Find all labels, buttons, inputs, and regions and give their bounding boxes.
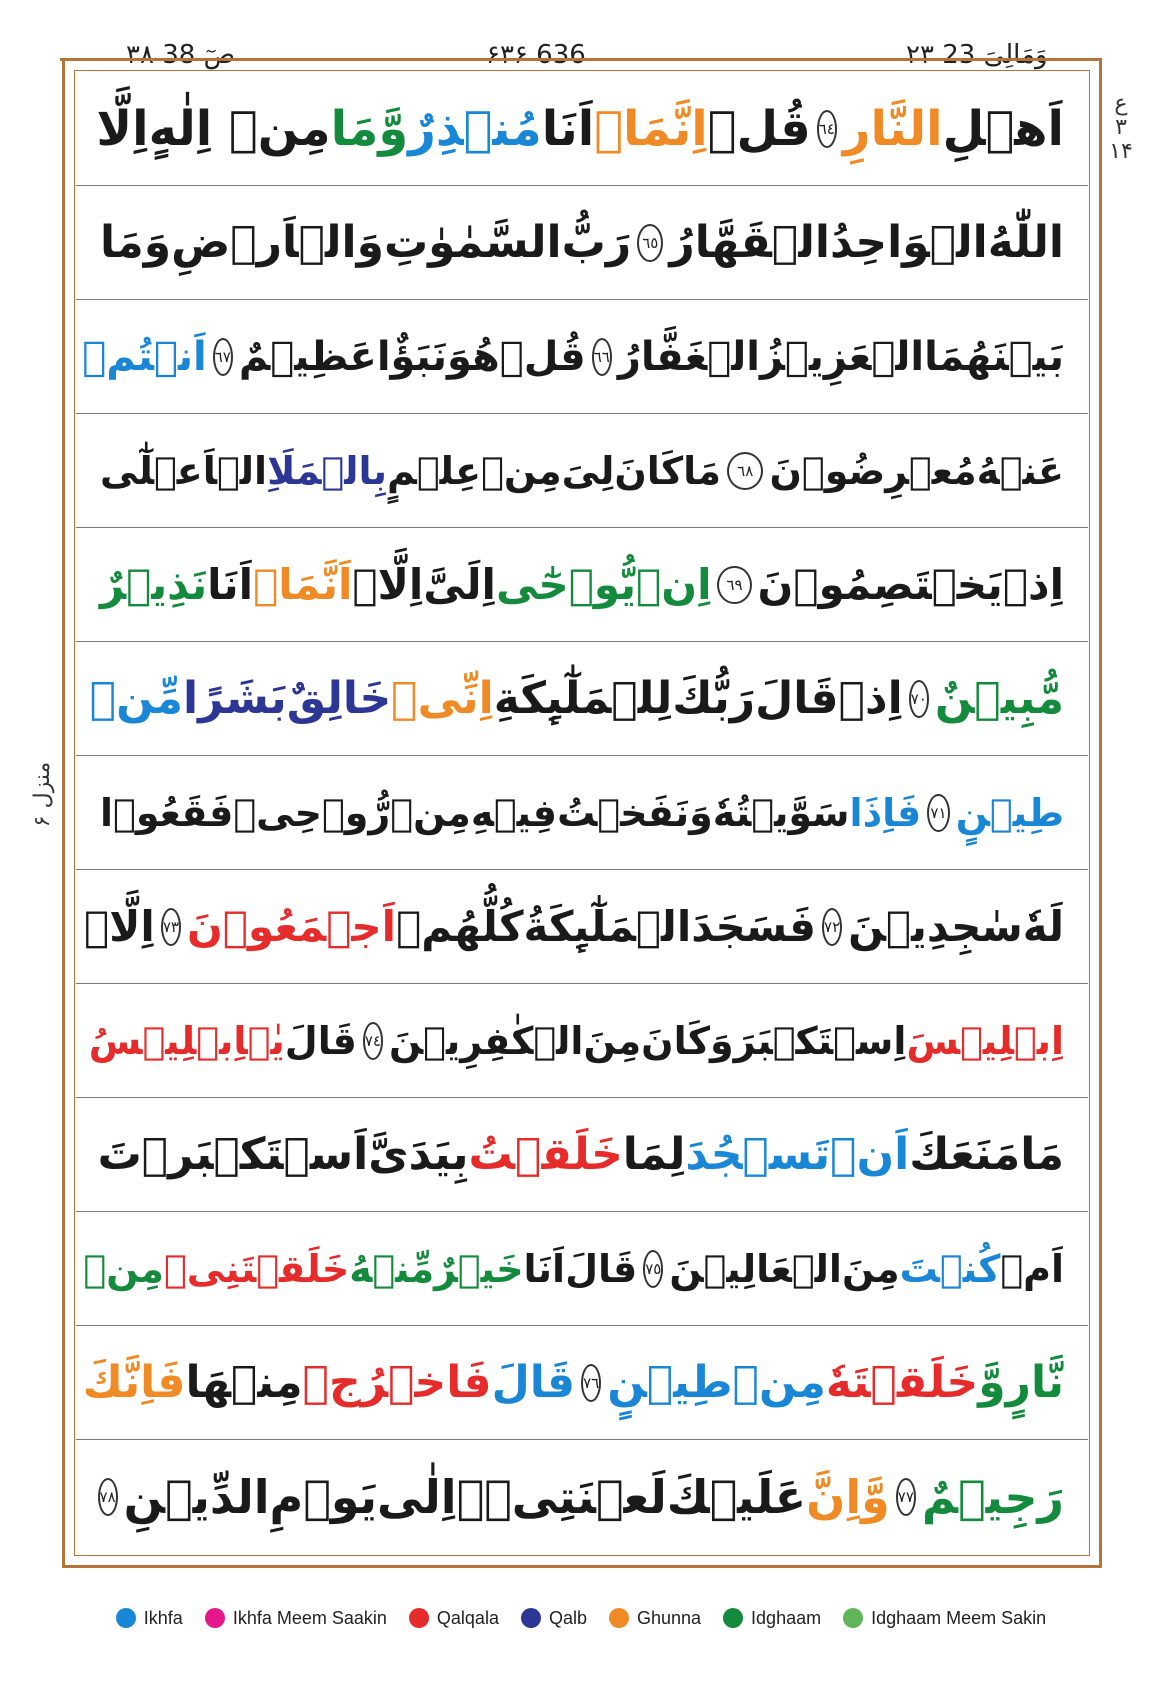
text-line xyxy=(76,414,1088,528)
word-idghaam: يُّوۡحٰٓى xyxy=(495,560,637,609)
word: اَمۡ xyxy=(1000,1246,1064,1291)
word: مِنۡ xyxy=(481,448,562,493)
legend-dot-icon xyxy=(609,1608,629,1628)
legend-dot-icon xyxy=(521,1608,541,1628)
word-idghaam: نَذِيۡرٌ xyxy=(100,560,208,609)
word: اَنَا xyxy=(523,1246,566,1291)
legend-item xyxy=(409,1608,499,1629)
legend-label: Ghunna xyxy=(636,1607,702,1628)
legend-label: Ikhfa xyxy=(143,1607,183,1628)
ayah-number-marker: ٧٦ xyxy=(581,1364,601,1402)
word: لَهٗ xyxy=(1022,902,1064,951)
quran-text-block xyxy=(76,72,1088,1554)
word: قُلۡ xyxy=(499,333,586,380)
legend-dot-icon xyxy=(205,1608,225,1628)
word-qalqala: فَاخۡرُجۡ xyxy=(302,1357,492,1408)
legend-label: Qalb xyxy=(548,1607,587,1628)
word: اَسۡتَكۡبَرۡتَ xyxy=(97,1129,369,1180)
word: بَيۡنَهُمَا xyxy=(924,333,1064,380)
word: اِلٰى xyxy=(376,1470,457,1524)
word-ghunna: اِنِّىۡ xyxy=(391,673,494,724)
word: الۡقَهَّارُ xyxy=(669,217,830,268)
legend-item xyxy=(723,1608,821,1629)
word: عِلۡمٍ xyxy=(387,448,482,493)
word-ikhfa: تَسۡجُدَ xyxy=(685,1129,831,1180)
text-line xyxy=(76,1098,1088,1212)
word: يَوۡمِ xyxy=(269,1470,377,1524)
word: رُّوۡحِىۡ xyxy=(233,790,391,835)
word: اِذۡ xyxy=(1002,560,1064,609)
word-qalqala: خَلَقۡتُ xyxy=(468,1129,623,1180)
word: قَالَ xyxy=(755,673,839,724)
word: عَلَيۡكَ xyxy=(666,1470,807,1524)
ayah-number-marker: ٦٧ xyxy=(213,338,233,376)
legend-item xyxy=(843,1608,1046,1629)
word: الۡاَعۡلٰٓى xyxy=(100,448,268,493)
text-line xyxy=(76,186,1088,300)
word: وَكَانَ xyxy=(641,1018,734,1063)
ayah-number-marker: ٧٧ xyxy=(896,1478,916,1516)
word: اِذۡ xyxy=(838,673,903,724)
word: كُلُّهُمۡ xyxy=(396,902,524,951)
legend-label: Idghaam xyxy=(751,1607,822,1628)
text-line xyxy=(76,642,1088,756)
ayah-number-marker: ٧٠ xyxy=(909,680,929,718)
word-ghunna: اَنَّمَاۤ xyxy=(253,560,353,609)
word: هُوَ xyxy=(446,333,500,380)
word: اَنَا xyxy=(207,560,254,609)
surah-number-left: 38 xyxy=(162,40,196,70)
ayah-number-marker: ٧٤ xyxy=(363,1022,383,1060)
legend-label: Idghaam Meem Sakin xyxy=(871,1607,1047,1628)
word: قَالَ xyxy=(565,1246,638,1291)
word: رَبُّكَ xyxy=(672,673,756,724)
word-qalb: بِالۡمَلَاِ xyxy=(267,448,388,493)
word-ikhfa: كُنۡتَ xyxy=(899,1246,1001,1291)
ayah-number-marker: ٦٤ xyxy=(817,110,837,148)
word: اَنَا xyxy=(541,100,595,157)
legend-dot-icon xyxy=(116,1608,136,1628)
text-line xyxy=(76,528,1088,642)
ayah-number-marker: ٦٨ xyxy=(727,452,764,490)
word: اِلَّاۤ xyxy=(83,902,155,951)
word: لَعۡنَتِىۡۤ xyxy=(456,1470,667,1524)
para-left: ۳۸ xyxy=(126,40,154,70)
word: اِسۡتَكۡبَرَ xyxy=(733,1018,907,1063)
word-qalqala: يٰۤاِبۡلِيۡسُ xyxy=(88,1018,285,1063)
word: اِلَّاۤ xyxy=(352,560,424,609)
legend-dot-icon xyxy=(723,1608,743,1628)
word-ghunna: النَّارِ xyxy=(842,100,943,157)
word: مِنۡ اِلٰهٍ xyxy=(148,100,331,157)
word: الۡمَلٰٓٮِٕكَةُ xyxy=(523,902,692,951)
word: وَنَفَخۡتُ xyxy=(557,790,713,835)
word: سٰجِدِيۡنَ xyxy=(848,902,1023,951)
text-line xyxy=(76,1212,1088,1326)
page-number: 636 xyxy=(536,40,586,70)
word: الۡغَفَّارُ xyxy=(617,333,760,380)
word-idghaam: مِنۡ xyxy=(83,1246,164,1291)
word: سَوَّيۡتُهٗ xyxy=(712,790,850,835)
word: لِىَ xyxy=(561,448,615,493)
legend-label: Qalqala xyxy=(436,1607,499,1628)
tajweed-legend xyxy=(0,1598,1162,1638)
ayah-number-marker: ٧٣ xyxy=(161,908,181,946)
legend-label: Ikhfa Meem Saakin xyxy=(232,1607,387,1628)
word: الۡوَاحِدُ xyxy=(829,217,988,268)
word-ghunna: اِنَّمَاۤ xyxy=(594,100,708,157)
ayah-number-marker: ٧٢ xyxy=(822,908,842,946)
word: الۡعَالِيۡنَ xyxy=(669,1246,842,1291)
word-ghunna: وَّاِنَّ xyxy=(806,1470,890,1524)
word: اِلَّا xyxy=(96,100,149,157)
manzil-marker xyxy=(16,760,76,830)
para-right-name: وَمَالِیَ xyxy=(983,40,1048,70)
word-ikhfa: مِنۡ xyxy=(732,1357,826,1408)
word: مُعۡرِضُوۡنَ xyxy=(769,448,977,493)
ayah-number-marker: ٦٥ xyxy=(637,224,663,262)
word: الۡكٰفِرِيۡنَ xyxy=(388,1018,584,1063)
surah-left: صٓ xyxy=(203,40,235,70)
word: كَانَ xyxy=(614,448,684,493)
word: فَسَجَدَ xyxy=(691,902,817,951)
word-idghaam: نَّارٍ xyxy=(1005,1357,1064,1408)
text-line xyxy=(76,984,1088,1098)
ayah-number-marker: ٦٦ xyxy=(592,338,612,376)
word: اِلَىَّ xyxy=(423,560,496,609)
word: فَقَعُوۡا xyxy=(100,790,234,835)
text-line xyxy=(76,72,1088,186)
text-line xyxy=(76,1440,1088,1554)
word: اَهۡلِ xyxy=(942,100,1064,157)
word-idghaam: اِنۡ xyxy=(636,560,712,609)
page-arabic: ۶۳۶ xyxy=(486,40,528,70)
legend-item xyxy=(116,1608,183,1629)
word: مِنَ xyxy=(583,1018,642,1063)
word-qalb: بَشَرًا xyxy=(183,673,287,724)
text-line xyxy=(76,1326,1088,1440)
word-idghaam: مُّبِيۡنٌ xyxy=(934,673,1064,724)
word: مَا xyxy=(683,448,721,493)
text-line xyxy=(76,756,1088,870)
legend-item xyxy=(521,1608,587,1629)
ayah-number-marker: ٧٨ xyxy=(98,1478,118,1516)
word: وَالۡاَرۡضِ xyxy=(171,217,384,268)
word-idghaam: مِّنۡهُ xyxy=(349,1246,435,1291)
legend-item xyxy=(609,1608,701,1629)
word-ikhfa: طِيۡنٍ xyxy=(607,1357,733,1408)
word: السَّمٰوٰتِ xyxy=(383,217,562,268)
word-ghunna: فَاِنَّكَ xyxy=(82,1357,186,1408)
word: وَمَا xyxy=(100,217,172,268)
word: لِمَا xyxy=(622,1129,686,1180)
word-qalb: خَالِقٌ xyxy=(286,673,392,724)
word-ikhfa: مِّنۡ xyxy=(89,673,183,724)
word-ikhfa: اَنۡ xyxy=(830,1129,910,1180)
word-ikhfa: مُنۡذِرٌ xyxy=(408,100,542,157)
word: الدِّيۡنِ xyxy=(123,1470,270,1524)
word: رَبُّ xyxy=(561,217,632,268)
word: يَخۡتَصِمُوۡنَ xyxy=(757,560,1003,609)
ayah-number-marker: ٧٥ xyxy=(643,1250,663,1288)
word: مِنَ xyxy=(841,1246,900,1291)
ayah-number-marker: ٦٩ xyxy=(717,566,751,604)
legend-item xyxy=(205,1608,387,1629)
word: نَبَؤٌا xyxy=(376,333,447,380)
word: لِلۡمَلٰٓٮِٕكَةِ xyxy=(493,673,673,724)
text-line xyxy=(76,870,1088,984)
ayah-number-marker: ٧١ xyxy=(927,794,949,832)
para-right-arabic: ۲۳ xyxy=(906,40,934,70)
word: مِنۡهَا xyxy=(185,1357,303,1408)
ruku-marker: ع ۳ ۱۴ xyxy=(1109,91,1133,164)
word: اللّٰهُ xyxy=(987,217,1064,268)
word-qalqala: خَلَقۡتَنِىۡ xyxy=(163,1246,350,1291)
word: عَظِيۡمٌ xyxy=(238,333,377,380)
word: الۡعَزِيۡزُ xyxy=(759,333,925,380)
word-ikhfa: طِيۡنٍ xyxy=(955,790,1064,835)
word: قُلۡ xyxy=(707,100,811,157)
word: مِنۡ xyxy=(390,790,471,835)
word-qalqala: اِبۡلِيۡسَ xyxy=(906,1018,1064,1063)
word: مَا xyxy=(1020,1129,1064,1180)
text-line xyxy=(76,300,1088,414)
legend-dot-icon xyxy=(843,1608,863,1628)
word: قَالَ xyxy=(284,1018,357,1063)
word-ikhfa: فَاِذَا xyxy=(849,790,922,835)
word-idghaam: وَّ xyxy=(978,1357,1006,1408)
legend-dot-icon xyxy=(409,1608,429,1628)
word-ikhfa: اَنۡتُمۡ xyxy=(82,333,207,380)
word: بِيَدَىَّ xyxy=(368,1129,469,1180)
word-idghaam: وَّمَا xyxy=(330,100,409,157)
word-qalqala: اَجۡمَعُوۡنَ xyxy=(186,902,397,951)
word-ikhfa: قَالَ xyxy=(491,1357,576,1408)
para-right-number: 23 xyxy=(942,40,976,70)
word-qalqala: خَلَقۡتَهٗ xyxy=(825,1357,979,1408)
word: مَنَعَكَ xyxy=(909,1129,1021,1180)
word-idghaam: خَيۡرٌ xyxy=(434,1246,524,1291)
manzil-label: منزل ۶ xyxy=(30,761,56,828)
word-idghaam: رَجِيۡمٌ xyxy=(921,1470,1064,1524)
word: فِيۡهِ xyxy=(470,790,558,835)
word: عَنۡهُ xyxy=(976,448,1064,493)
